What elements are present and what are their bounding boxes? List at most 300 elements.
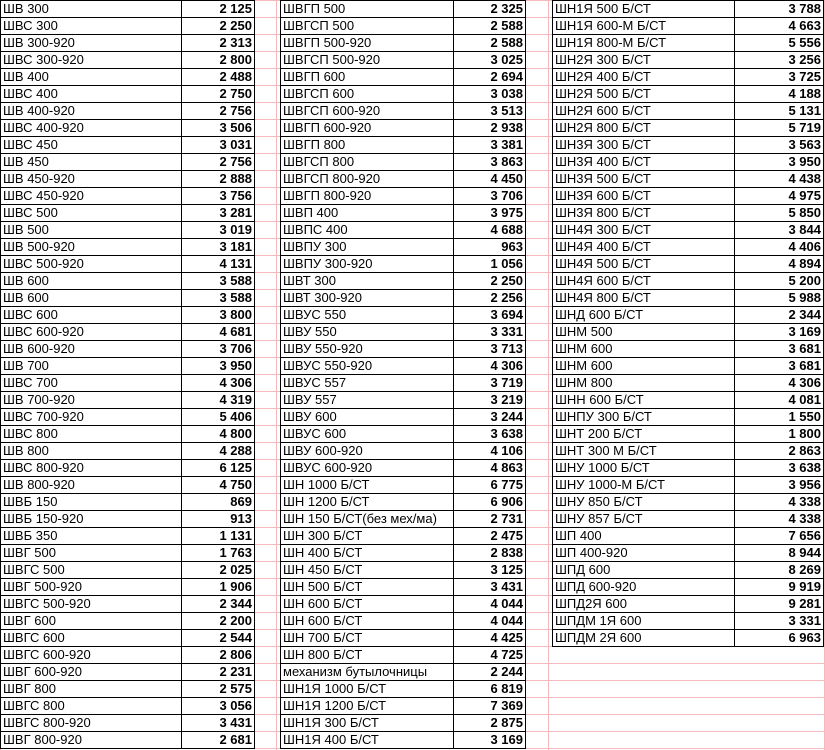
cell-price[interactable]: 1 800 — [735, 426, 824, 443]
cell-product-name[interactable]: ШН3Я 800 Б/СТ — [553, 205, 735, 222]
cell-price[interactable]: 4 863 — [454, 460, 526, 477]
cell-product-name[interactable]: ШН1Я 1200 Б/СТ — [281, 698, 454, 715]
cell-price[interactable]: 6 819 — [454, 681, 526, 698]
cell-price[interactable]: 3 381 — [454, 137, 526, 154]
cell-price[interactable]: 2 475 — [454, 528, 526, 545]
table-row[interactable] — [281, 426, 526, 443]
table-row[interactable] — [553, 613, 824, 630]
table-row[interactable] — [1, 375, 255, 392]
cell-price[interactable]: 4 750 — [182, 477, 255, 494]
table-row[interactable] — [553, 545, 824, 562]
cell-product-name[interactable]: ШВС 800-920 — [1, 460, 182, 477]
table-row[interactable] — [1, 647, 255, 664]
table-row[interactable] — [553, 630, 824, 647]
table-row[interactable] — [281, 613, 526, 630]
table-row[interactable] — [281, 681, 526, 698]
cell-price[interactable]: 3 681 — [735, 341, 824, 358]
cell-product-name[interactable]: ШНМ 600 — [553, 358, 735, 375]
table-row[interactable] — [281, 630, 526, 647]
cell-product-name[interactable]: ШВГ 500-920 — [1, 579, 182, 596]
table-row[interactable] — [553, 239, 824, 256]
cell-price[interactable]: 3 219 — [454, 392, 526, 409]
table-row[interactable] — [1, 205, 255, 222]
cell-product-name[interactable]: ШВ 300 — [1, 1, 182, 18]
table-row[interactable] — [1, 18, 255, 35]
cell-product-name[interactable]: ШВ 600 — [1, 290, 182, 307]
table-row[interactable] — [281, 154, 526, 171]
table-row[interactable] — [1, 494, 255, 511]
cell-product-name[interactable]: ШВГ 800-920 — [1, 732, 182, 749]
cell-product-name[interactable]: ШВС 800 — [1, 426, 182, 443]
table-row[interactable] — [1, 562, 255, 579]
table-row[interactable] — [1, 69, 255, 86]
cell-product-name[interactable]: ШН 450 Б/СТ — [281, 562, 454, 579]
cell-product-name[interactable]: ШВУС 550-920 — [281, 358, 454, 375]
cell-price[interactable]: 4 306 — [735, 375, 824, 392]
table-row[interactable] — [553, 392, 824, 409]
cell-price[interactable]: 1 550 — [735, 409, 824, 426]
cell-price[interactable]: 2 875 — [454, 715, 526, 732]
cell-product-name[interactable]: ШНУ 850 Б/СТ — [553, 494, 735, 511]
table-row[interactable] — [1, 171, 255, 188]
table-row[interactable] — [1, 324, 255, 341]
cell-price[interactable]: 5 406 — [182, 409, 255, 426]
cell-price[interactable]: 2 250 — [454, 273, 526, 290]
table-row[interactable] — [281, 392, 526, 409]
table-row[interactable] — [1, 698, 255, 715]
cell-product-name[interactable]: ШВГП 800 — [281, 137, 454, 154]
cell-product-name[interactable]: ШН 150 Б/СТ(без мех/ма) — [281, 511, 454, 528]
table-row[interactable] — [1, 188, 255, 205]
cell-price[interactable]: 3 694 — [454, 307, 526, 324]
cell-product-name[interactable]: ШВГС 500 — [1, 562, 182, 579]
table-row[interactable] — [281, 1, 526, 18]
table-row[interactable] — [553, 273, 824, 290]
table-row[interactable] — [281, 664, 526, 681]
table-row[interactable] — [553, 511, 824, 528]
table-row[interactable] — [553, 18, 824, 35]
cell-price[interactable]: 6 125 — [182, 460, 255, 477]
cell-product-name[interactable]: ШН 1200 Б/СТ — [281, 494, 454, 511]
cell-product-name[interactable]: ШВ 400-920 — [1, 103, 182, 120]
table-row[interactable] — [281, 35, 526, 52]
table-row[interactable] — [1, 409, 255, 426]
cell-product-name[interactable]: ШВУ 600-920 — [281, 443, 454, 460]
cell-price[interactable]: 2 488 — [182, 69, 255, 86]
cell-product-name[interactable]: ШВБ 350 — [1, 528, 182, 545]
cell-price[interactable]: 1 906 — [182, 579, 255, 596]
cell-product-name[interactable]: ШНУ 1000 Б/СТ — [553, 460, 735, 477]
table-row[interactable] — [1, 239, 255, 256]
cell-price[interactable]: 2 756 — [182, 154, 255, 171]
cell-product-name[interactable]: ШН3Я 500 Б/СТ — [553, 171, 735, 188]
table-row[interactable] — [1, 579, 255, 596]
cell-price[interactable]: 2 325 — [454, 1, 526, 18]
cell-product-name[interactable]: ШВУ 600 — [281, 409, 454, 426]
cell-product-name[interactable]: ШВГСП 600-920 — [281, 103, 454, 120]
cell-product-name[interactable]: ШВ 700-920 — [1, 392, 182, 409]
table-row[interactable] — [553, 222, 824, 239]
cell-price[interactable]: 3 706 — [182, 341, 255, 358]
cell-price[interactable]: 4 425 — [454, 630, 526, 647]
cell-product-name[interactable]: ШВБ 150-920 — [1, 511, 182, 528]
cell-price[interactable]: 3 719 — [454, 375, 526, 392]
table-row[interactable] — [553, 290, 824, 307]
cell-product-name[interactable]: ШНМ 600 — [553, 341, 735, 358]
cell-product-name[interactable]: ШН4Я 300 Б/СТ — [553, 222, 735, 239]
cell-product-name[interactable]: ШНМ 500 — [553, 324, 735, 341]
cell-price[interactable]: 2 344 — [182, 596, 255, 613]
cell-price[interactable]: 7 369 — [454, 698, 526, 715]
cell-product-name[interactable]: ШВУ 550-920 — [281, 341, 454, 358]
cell-product-name[interactable]: ШН3Я 600 Б/СТ — [553, 188, 735, 205]
cell-product-name[interactable]: ШВПУ 300 — [281, 239, 454, 256]
cell-price[interactable]: 3 169 — [735, 324, 824, 341]
cell-price[interactable]: 3 281 — [182, 205, 255, 222]
table-row[interactable] — [281, 171, 526, 188]
cell-product-name[interactable]: ШВ 450-920 — [1, 171, 182, 188]
cell-product-name[interactable]: ШВС 300-920 — [1, 52, 182, 69]
cell-product-name[interactable]: ШНТ 300 М Б/СТ — [553, 443, 735, 460]
cell-product-name[interactable]: ШН1Я 400 Б/СТ — [281, 732, 454, 749]
table-row[interactable] — [281, 52, 526, 69]
table-row[interactable] — [281, 86, 526, 103]
cell-price[interactable]: 4 338 — [735, 494, 824, 511]
table-row[interactable] — [553, 341, 824, 358]
cell-price[interactable]: 3 638 — [454, 426, 526, 443]
cell-price[interactable]: 3 513 — [454, 103, 526, 120]
cell-price[interactable]: 2 125 — [182, 1, 255, 18]
table-row[interactable] — [281, 562, 526, 579]
cell-price[interactable]: 4 975 — [735, 188, 824, 205]
cell-price[interactable]: 3 331 — [454, 324, 526, 341]
cell-product-name[interactable]: ШВГС 600-920 — [1, 647, 182, 664]
cell-price[interactable]: 3 725 — [735, 69, 824, 86]
table-row[interactable] — [553, 188, 824, 205]
cell-product-name[interactable]: ШН2Я 400 Б/СТ — [553, 69, 735, 86]
table-row[interactable] — [1, 103, 255, 120]
table-row[interactable] — [1, 120, 255, 137]
cell-price[interactable]: 3 031 — [182, 137, 255, 154]
table-row[interactable] — [1, 154, 255, 171]
cell-product-name[interactable]: ШВГ 500 — [1, 545, 182, 562]
table-row[interactable] — [553, 494, 824, 511]
table-row[interactable] — [1, 630, 255, 647]
cell-price[interactable]: 4 450 — [454, 171, 526, 188]
cell-price[interactable]: 4 131 — [182, 256, 255, 273]
cell-price[interactable]: 7 656 — [735, 528, 824, 545]
cell-price[interactable]: 8 269 — [735, 562, 824, 579]
cell-product-name[interactable]: ШВС 450 — [1, 137, 182, 154]
cell-product-name[interactable]: ШВУ 550 — [281, 324, 454, 341]
cell-product-name[interactable]: ШВС 700-920 — [1, 409, 182, 426]
table-row[interactable] — [553, 137, 824, 154]
cell-product-name[interactable]: ШВ 400 — [1, 69, 182, 86]
cell-price[interactable]: 2 544 — [182, 630, 255, 647]
table-row[interactable] — [553, 426, 824, 443]
cell-price[interactable]: 3 706 — [454, 188, 526, 205]
cell-price[interactable]: 4 081 — [735, 392, 824, 409]
cell-product-name[interactable]: ШПД 600 — [553, 562, 735, 579]
cell-product-name[interactable]: ШН4Я 800 Б/СТ — [553, 290, 735, 307]
cell-price[interactable]: 3 025 — [454, 52, 526, 69]
table-row[interactable] — [1, 732, 255, 749]
table-row[interactable] — [281, 273, 526, 290]
table-row[interactable] — [1, 86, 255, 103]
cell-product-name[interactable]: ШПДМ 1Я 600 — [553, 613, 735, 630]
cell-price[interactable]: 5 988 — [735, 290, 824, 307]
cell-product-name[interactable]: ШВС 700 — [1, 375, 182, 392]
table-row[interactable] — [281, 494, 526, 511]
table-row[interactable] — [281, 307, 526, 324]
cell-price[interactable]: 2 756 — [182, 103, 255, 120]
cell-product-name[interactable]: ШВ 300-920 — [1, 35, 182, 52]
cell-price[interactable]: 3 844 — [735, 222, 824, 239]
cell-price[interactable]: 3 431 — [182, 715, 255, 732]
table-row[interactable] — [1, 52, 255, 69]
cell-product-name[interactable]: ШН 800 Б/СТ — [281, 647, 454, 664]
cell-price[interactable]: 4 319 — [182, 392, 255, 409]
cell-product-name[interactable]: ШВ 700 — [1, 358, 182, 375]
table-row[interactable] — [1, 256, 255, 273]
cell-product-name[interactable]: ШВС 500 — [1, 205, 182, 222]
table-row[interactable] — [1, 596, 255, 613]
cell-product-name[interactable]: ШН3Я 300 Б/СТ — [553, 137, 735, 154]
cell-price[interactable]: 4 306 — [454, 358, 526, 375]
cell-product-name[interactable]: ШПД 600-920 — [553, 579, 735, 596]
cell-price[interactable]: 2 025 — [182, 562, 255, 579]
cell-price[interactable]: 3 588 — [182, 273, 255, 290]
cell-price[interactable]: 2 231 — [182, 664, 255, 681]
cell-product-name[interactable]: ШВС 300 — [1, 18, 182, 35]
table-row[interactable] — [281, 647, 526, 664]
cell-product-name[interactable]: ШВ 500 — [1, 222, 182, 239]
table-row[interactable] — [281, 409, 526, 426]
table-row[interactable] — [1, 392, 255, 409]
cell-price[interactable]: 3 681 — [735, 358, 824, 375]
cell-price[interactable]: 3 975 — [454, 205, 526, 222]
table-row[interactable] — [553, 69, 824, 86]
cell-price[interactable]: 2 863 — [735, 443, 824, 460]
cell-price[interactable]: 2 800 — [182, 52, 255, 69]
cell-product-name[interactable]: ШВПУ 300-920 — [281, 256, 454, 273]
cell-price[interactable]: 963 — [454, 239, 526, 256]
cell-price[interactable]: 2 250 — [182, 18, 255, 35]
cell-product-name[interactable]: ШН2Я 600 Б/СТ — [553, 103, 735, 120]
table-row[interactable] — [281, 239, 526, 256]
table-row[interactable] — [281, 732, 526, 749]
cell-price[interactable]: 4 106 — [454, 443, 526, 460]
cell-product-name[interactable]: ШВ 600 — [1, 273, 182, 290]
cell-price[interactable]: 4 725 — [454, 647, 526, 664]
cell-price[interactable]: 3 713 — [454, 341, 526, 358]
cell-product-name[interactable]: ШВУ 557 — [281, 392, 454, 409]
table-row[interactable] — [281, 358, 526, 375]
cell-price[interactable]: 4 894 — [735, 256, 824, 273]
table-row[interactable] — [281, 290, 526, 307]
cell-price[interactable]: 3 588 — [182, 290, 255, 307]
cell-price[interactable]: 2 575 — [182, 681, 255, 698]
cell-product-name[interactable]: ШВГСП 600 — [281, 86, 454, 103]
table-row[interactable] — [281, 137, 526, 154]
cell-price[interactable]: 3 788 — [735, 1, 824, 18]
cell-price[interactable]: 2 694 — [454, 69, 526, 86]
cell-product-name[interactable]: ШВС 450-920 — [1, 188, 182, 205]
cell-product-name[interactable]: ШН4Я 600 Б/СТ — [553, 273, 735, 290]
table-row[interactable] — [1, 290, 255, 307]
cell-product-name[interactable]: ШН1Я 1000 Б/СТ — [281, 681, 454, 698]
table-row[interactable] — [553, 256, 824, 273]
cell-product-name[interactable]: ШВГС 800 — [1, 698, 182, 715]
table-row[interactable] — [281, 375, 526, 392]
cell-product-name[interactable]: ШНМ 800 — [553, 375, 735, 392]
cell-product-name[interactable]: ШН1Я 300 Б/СТ — [281, 715, 454, 732]
cell-product-name[interactable]: ШН2Я 300 Б/СТ — [553, 52, 735, 69]
table-row[interactable] — [553, 358, 824, 375]
cell-product-name[interactable]: ШВ 800-920 — [1, 477, 182, 494]
cell-price[interactable]: 6 775 — [454, 477, 526, 494]
cell-price[interactable]: 3 956 — [735, 477, 824, 494]
cell-price[interactable]: 4 681 — [182, 324, 255, 341]
table-row[interactable] — [1, 681, 255, 698]
cell-product-name[interactable]: ШВ 600-920 — [1, 341, 182, 358]
cell-product-name[interactable]: ШВС 500-920 — [1, 256, 182, 273]
table-row[interactable] — [281, 545, 526, 562]
cell-product-name[interactable]: ШВС 400-920 — [1, 120, 182, 137]
table-row[interactable] — [281, 579, 526, 596]
cell-price[interactable]: 3 038 — [454, 86, 526, 103]
table-row[interactable] — [281, 188, 526, 205]
cell-price[interactable]: 4 044 — [454, 613, 526, 630]
table-row[interactable] — [553, 154, 824, 171]
cell-price[interactable]: 3 019 — [182, 222, 255, 239]
cell-price[interactable]: 1 056 — [454, 256, 526, 273]
cell-price[interactable]: 2 313 — [182, 35, 255, 52]
cell-price[interactable]: 5 556 — [735, 35, 824, 52]
table-row[interactable] — [1, 664, 255, 681]
table-row[interactable] — [281, 443, 526, 460]
cell-price[interactable]: 4 338 — [735, 511, 824, 528]
table-row[interactable] — [1, 222, 255, 239]
table-row[interactable] — [1, 137, 255, 154]
table-row[interactable] — [553, 528, 824, 545]
cell-product-name[interactable]: ШН 600 Б/СТ — [281, 613, 454, 630]
table-row[interactable] — [553, 409, 824, 426]
table-row[interactable] — [281, 528, 526, 545]
table-row[interactable] — [553, 477, 824, 494]
cell-price[interactable]: 9 919 — [735, 579, 824, 596]
table-row[interactable] — [281, 460, 526, 477]
table-row[interactable] — [281, 698, 526, 715]
table-row[interactable] — [281, 205, 526, 222]
table-row[interactable] — [553, 307, 824, 324]
table-row[interactable] — [1, 35, 255, 52]
cell-product-name[interactable]: ШН3Я 400 Б/СТ — [553, 154, 735, 171]
cell-price[interactable]: 3 125 — [454, 562, 526, 579]
cell-product-name[interactable]: ШН4Я 500 Б/СТ — [553, 256, 735, 273]
cell-product-name[interactable]: ШН 700 Б/СТ — [281, 630, 454, 647]
cell-price[interactable]: 2 244 — [454, 664, 526, 681]
cell-product-name[interactable]: ШВГП 500-920 — [281, 35, 454, 52]
cell-product-name[interactable]: ШВГСП 800-920 — [281, 171, 454, 188]
cell-product-name[interactable]: ШН4Я 400 Б/СТ — [553, 239, 735, 256]
cell-product-name[interactable]: ШВС 600-920 — [1, 324, 182, 341]
cell-product-name[interactable]: ШВГС 800-920 — [1, 715, 182, 732]
cell-product-name[interactable]: ШВГСП 500 — [281, 18, 454, 35]
table-row[interactable] — [1, 341, 255, 358]
cell-price[interactable]: 2 750 — [182, 86, 255, 103]
cell-product-name[interactable]: ШВУС 600 — [281, 426, 454, 443]
cell-price[interactable]: 3 506 — [182, 120, 255, 137]
cell-price[interactable]: 2 256 — [454, 290, 526, 307]
cell-price[interactable]: 3 244 — [454, 409, 526, 426]
cell-product-name[interactable]: ШВГС 500-920 — [1, 596, 182, 613]
table-row[interactable] — [553, 120, 824, 137]
table-row[interactable] — [281, 103, 526, 120]
table-row[interactable] — [1, 460, 255, 477]
table-row[interactable] — [281, 324, 526, 341]
cell-price[interactable]: 3 950 — [182, 358, 255, 375]
table-row[interactable] — [553, 52, 824, 69]
cell-product-name[interactable]: ШВТ 300 — [281, 273, 454, 290]
cell-product-name[interactable]: ШН 300 Б/СТ — [281, 528, 454, 545]
table-row[interactable] — [281, 18, 526, 35]
cell-product-name[interactable]: ШН2Я 800 Б/СТ — [553, 120, 735, 137]
cell-price[interactable]: 3 863 — [454, 154, 526, 171]
cell-product-name[interactable]: ШНД 600 Б/СТ — [553, 307, 735, 324]
cell-price[interactable]: 2 344 — [735, 307, 824, 324]
cell-product-name[interactable]: ШН 1000 Б/СТ — [281, 477, 454, 494]
cell-price[interactable]: 2 888 — [182, 171, 255, 188]
cell-price[interactable]: 1 763 — [182, 545, 255, 562]
cell-price[interactable]: 4 438 — [735, 171, 824, 188]
cell-product-name[interactable]: ШП 400-920 — [553, 545, 735, 562]
cell-price[interactable]: 8 944 — [735, 545, 824, 562]
cell-product-name[interactable]: ШВГСП 800 — [281, 154, 454, 171]
cell-price[interactable]: 2 200 — [182, 613, 255, 630]
table-row[interactable] — [281, 69, 526, 86]
cell-product-name[interactable]: ШНН 600 Б/СТ — [553, 392, 735, 409]
cell-product-name[interactable]: ШВТ 300-920 — [281, 290, 454, 307]
cell-product-name[interactable]: ШН 400 Б/СТ — [281, 545, 454, 562]
table-row[interactable] — [553, 1, 824, 18]
cell-price[interactable]: 5 719 — [735, 120, 824, 137]
cell-product-name[interactable]: ШНУ 1000-М Б/СТ — [553, 477, 735, 494]
cell-product-name[interactable]: ШВГ 600-920 — [1, 664, 182, 681]
cell-product-name[interactable]: ШПД2Я 600 — [553, 596, 735, 613]
table-row[interactable] — [1, 511, 255, 528]
cell-product-name[interactable]: ШВГП 800-920 — [281, 188, 454, 205]
table-row[interactable] — [553, 596, 824, 613]
cell-price[interactable]: 2 806 — [182, 647, 255, 664]
cell-price[interactable]: 5 131 — [735, 103, 824, 120]
cell-product-name[interactable]: ШН1Я 600-М Б/СТ — [553, 18, 735, 35]
cell-product-name[interactable]: ШН2Я 500 Б/СТ — [553, 86, 735, 103]
table-row[interactable] — [553, 460, 824, 477]
table-row[interactable] — [1, 307, 255, 324]
table-row[interactable] — [553, 103, 824, 120]
cell-price[interactable]: 1 131 — [182, 528, 255, 545]
cell-price[interactable]: 4 800 — [182, 426, 255, 443]
cell-product-name[interactable]: механизм бутылочницы — [281, 664, 454, 681]
cell-product-name[interactable]: ШВП 400 — [281, 205, 454, 222]
table-row[interactable] — [1, 358, 255, 375]
cell-product-name[interactable]: ШВУС 600-920 — [281, 460, 454, 477]
table-row[interactable] — [553, 324, 824, 341]
cell-product-name[interactable]: ШНТ 200 Б/СТ — [553, 426, 735, 443]
cell-price[interactable]: 2 588 — [454, 18, 526, 35]
cell-product-name[interactable]: ШВУС 550 — [281, 307, 454, 324]
